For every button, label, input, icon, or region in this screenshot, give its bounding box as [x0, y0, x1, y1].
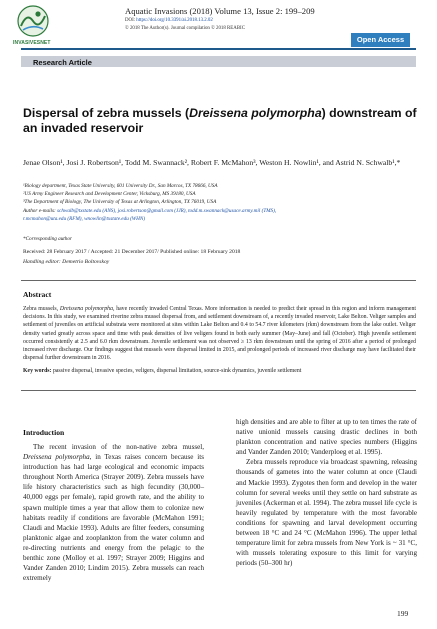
abstract-text-a: Zebra mussels,: [23, 306, 60, 312]
affiliation-2: ²US Army Engineer Research and Development Center, Vicksburg, MS 39180, USA: [23, 191, 196, 198]
keywords-list: passive dispersal, invasive species, veligers, dispersal limitation, source-sink dynamics, juvenile settlement: [51, 368, 302, 374]
header-divider: [21, 48, 416, 50]
title-part-2: ) downstream of an invaded reservoir: [23, 106, 417, 135]
doi-line: [125, 18, 213, 23]
abstract-text: [23, 305, 416, 362]
abstract-top-divider: [21, 280, 416, 281]
abstract-species: Dreissena polymorpha: [59, 306, 113, 312]
intro-p1-a: The recent invasion of the non-native zebra mussel,: [33, 443, 204, 451]
affiliations: [23, 182, 418, 223]
doi-prefix: DOI:: [125, 18, 137, 23]
handling-editor: Handling editor: Demetrio Boltovskoy: [23, 259, 110, 265]
intro-species: Dreissena polymorpha: [23, 453, 90, 462]
author-emails: [23, 207, 418, 215]
article-title: [23, 106, 418, 136]
author-list: Jenae Olson¹, Josi J. Robertson¹, Todd M. Swannack², Robert F. McMahon³, Weston H. Nowlin¹, and Astrid N. Schwalb¹,*: [23, 158, 401, 167]
affiliation-3: ³The Department of Biology, The University of Texas at Arlington, Arlington, TX 76019, USA: [23, 199, 217, 206]
introduction-heading: Introduction: [23, 428, 65, 437]
intro-paragraph-1: [23, 442, 204, 583]
page-number: 199: [397, 609, 409, 618]
doi-link[interactable]: https://doi.org/10.3391/ai.2018.13.2.02: [136, 18, 213, 23]
copyright-line: © 2018 The Author(s). Journal compilation © 2018 REABIC: [125, 26, 245, 31]
received-dates: Received: 28 February 2017 / Accepted: 21 December 2017/ Published online: 18 February 2018: [23, 249, 241, 255]
abstract-text-b: , have recently invaded Central Texas. More information is needed to predict their spread in this region and inform management decisions. In this study, we examined riverine zebra mussel dispersal from, and settlement downstream of, a recently invaded reservoir, Lake Belton. Veliger samples and settlement of juveniles on artificial substrata were monitored at sites within Lake Belton and 0.4 to 54.7 river kilometers (rkm) downstream from the lake outlet. Veliger density varied greatly across space and time with peak densities of live veligers found in both early summer (May–June) and fall (October). High juvenile settlement occurred consistently at 2.5 and 6.0 rkm downstream. Juvenile settlement was not observed ≥ 13 rkm downstream until the spring of 2016 after a period of prolonged increased river discharge. Our findings suggest that mussels were dispersal limited in 2015, and prolonged periods of increased river discharge may have facilitated their dispersal further downstream in 2016.: [23, 306, 416, 362]
keywords: [23, 367, 416, 375]
emails-label: Author e-mails:: [23, 207, 58, 214]
open-access-badge: Open Access: [351, 33, 410, 47]
keywords-label: Key words:: [23, 368, 52, 374]
left-column: [23, 442, 204, 583]
intro-p1-b: , in Texas raises concern because its introduction has had large ecological and economic impacts throughout North America (Strayer 2009). Zebra mussels have life history characteristics such as high fecundity (30,000–40,000 eggs per female), rapid growth rate, and the ability to spawn multiple times a year that allow them to colonize new habitats readily if conditions are favorable (McMahon 1991; Claudi and Mackie 1993). Adults are filter feeders, consuming planktonic algae and zooplankton from the water column and re-directing nutrients and energy from the pelagic to the benthic zone (Molloy et al. 1997; Strayer 2009; Higgins and Vander Zanden 2010; Lindim 2015). Zebra mussels can reach extremely: [23, 453, 204, 583]
invasivesnet-logo-icon: [14, 4, 52, 38]
title-part-1: Dispersal of zebra mussels (: [23, 106, 190, 120]
journal-citation: Aquatic Invasions (2018) Volume 13, Issue 2: 199–209: [125, 6, 315, 16]
abstract-heading: Abstract: [23, 290, 52, 299]
intro-paragraph-1-cont: high densities and are able to filter at up to ten times the rate of native unionid mussels causing drastic declines in both plankton concentration and native species numbers (Higgins and Vander Zanden 2010; Vanderploeg et al. 1995).: [236, 418, 417, 457]
emails-line-2[interactable]: r.mcmahon@uta.edu (RFM), wnowlin@txstate.edu (WHN): [23, 215, 146, 222]
emails-line-1[interactable]: schwalb@txstate.edu (ANS), josi.robertson@gmail.com (JJR), todd.m.swannack@usace.army.mil (TMS),: [57, 207, 277, 214]
intro-paragraph-2: Zebra mussels reproduce via broadcast spawning, releasing thousands of gametes into the water column at once (Claudi and Mackie 1993). Zygotes then form and develop in the water column for several weeks until they settle on hard substrate as juveniles (Ackerman et al. 1994). The zebra mussel life cycle is heavily regulated by temperature with the most favorable conditions for spawning and larval development occurring between 18 °C and 24 °C (McMahon 1996). The upper lethal temperature limit for zebra mussels from New York is ~ 31 °C, with mussels tolerating exposure to this limit for varying periods (50–300 hr): [236, 458, 417, 568]
abstract-bottom-divider: [21, 390, 416, 391]
corresponding-author-note: *Corresponding author: [23, 236, 72, 242]
article-type-label: Research Article: [33, 57, 92, 67]
right-column: [236, 417, 417, 568]
affiliation-1: ¹Biology department, Texas State University, 601 University Dr., San Marcos, TX 78666, USA: [23, 183, 218, 189]
logo-text: INVASIVESNET: [13, 40, 51, 46]
title-species: Dreissena polymorpha: [189, 106, 322, 120]
